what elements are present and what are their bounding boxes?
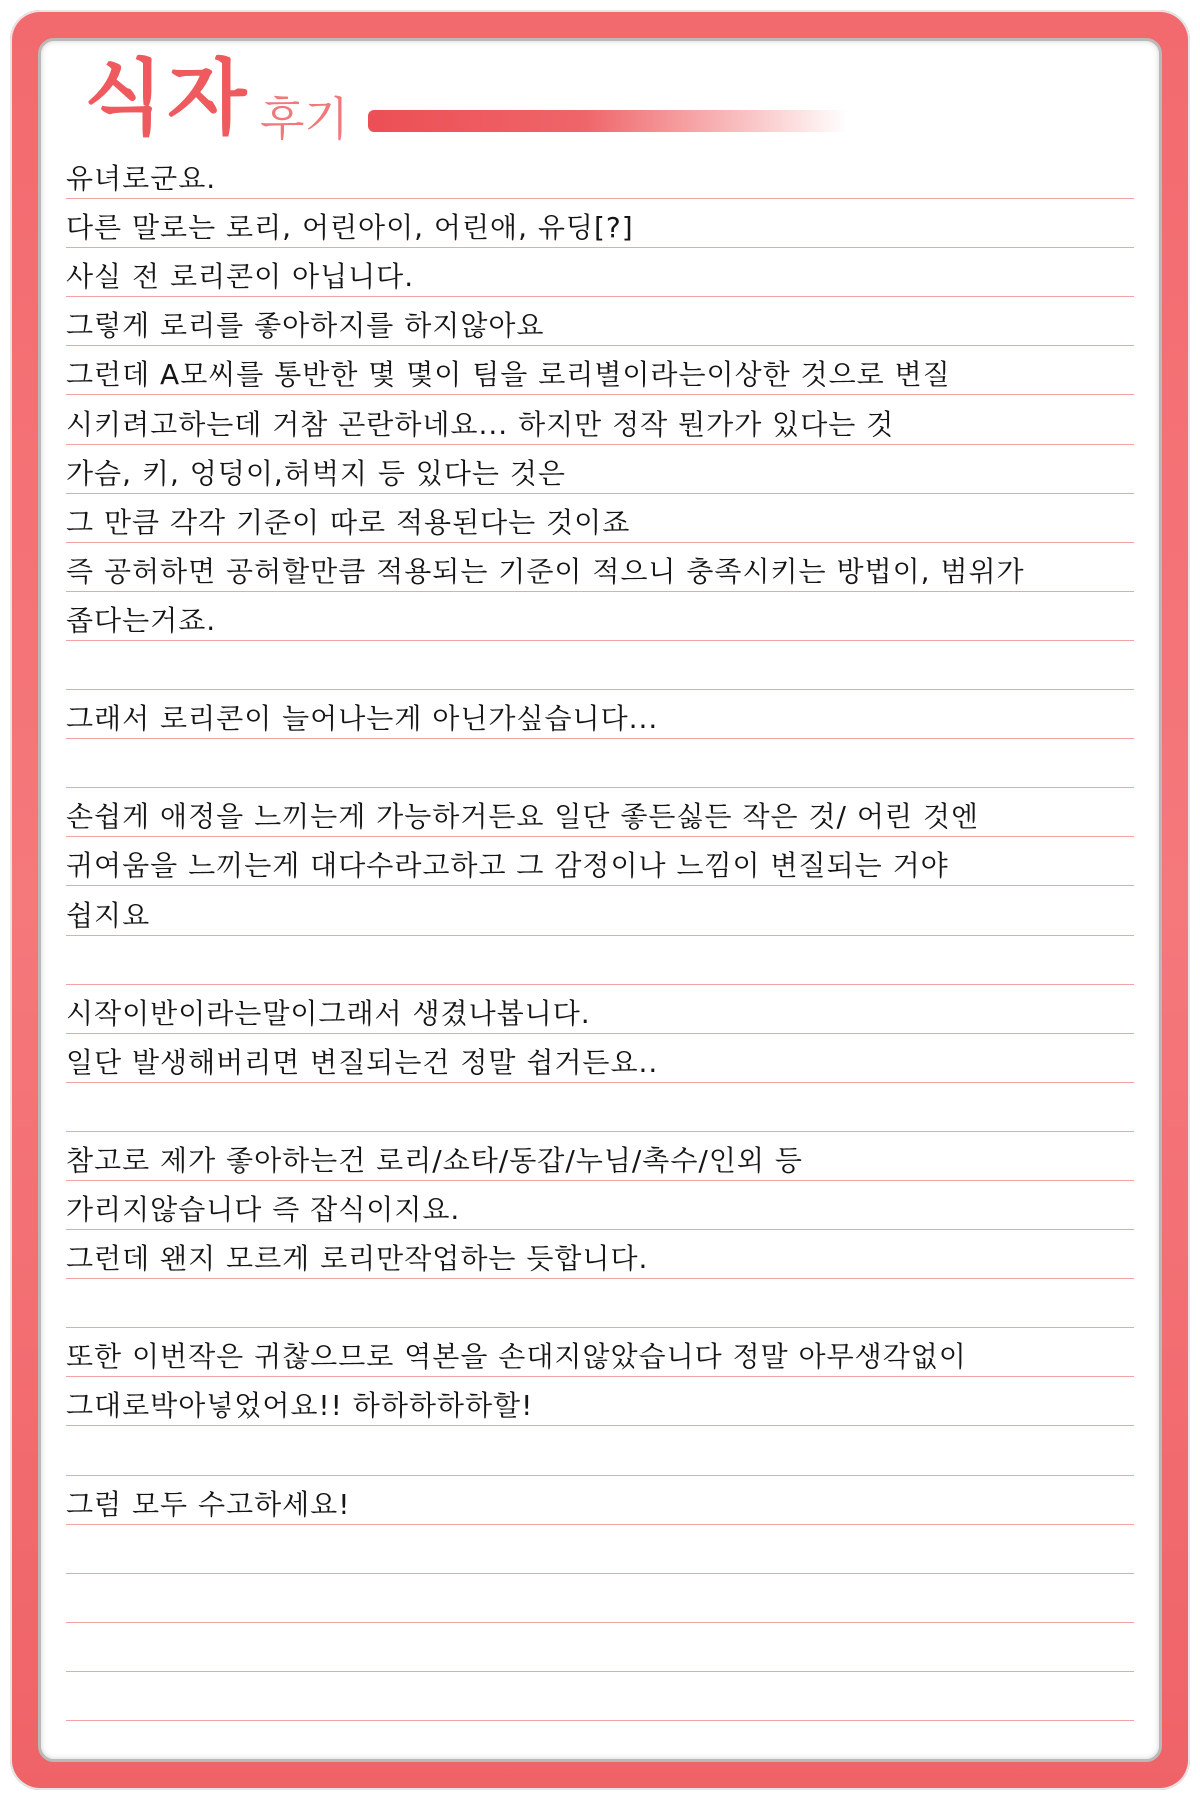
line-text: 그런데 왠지 모르게 로리만작업하는 듯합니다. xyxy=(66,1242,649,1276)
line-text: 그 만큼 각각 기준이 따로 적용된다는 것이죠 xyxy=(66,505,631,539)
text-line xyxy=(66,199,1134,248)
text-line xyxy=(66,739,1134,788)
text-line xyxy=(66,297,1134,346)
line-text: 그럼 모두 수고하세요! xyxy=(66,1487,351,1521)
text-line xyxy=(66,395,1134,444)
line-text: 사실 전 로리콘이 아닙니다. xyxy=(66,260,415,294)
text-line xyxy=(66,788,1134,837)
line-text: 다른 말로는 로리, 어린아이, 어린애, 유딩[?] xyxy=(66,211,634,245)
text-line xyxy=(66,690,1134,739)
text-line xyxy=(66,1377,1134,1426)
text-line xyxy=(66,592,1134,641)
text-line xyxy=(66,1181,1134,1230)
line-text: 가리지않습니다 즉 잡식이지요. xyxy=(66,1193,461,1227)
text-line xyxy=(66,1279,1134,1328)
text-line xyxy=(66,936,1134,985)
line-text: 그래서 로리콘이 늘어나는게 아닌가싶습니다... xyxy=(66,702,659,736)
text-line xyxy=(66,1034,1134,1083)
text-line xyxy=(66,248,1134,297)
ruled-text-area xyxy=(66,150,1134,1721)
text-line xyxy=(66,837,1134,886)
line-text: 가슴, 키, 엉덩이,허벅지 등 있다는 것은 xyxy=(66,456,566,490)
page-subtitle: 후기 xyxy=(260,92,349,146)
line-text: 손쉽게 애정을 느끼는게 가능하거든요 일단 좋든싫든 작은 것/ 어린 것엔 xyxy=(66,800,979,834)
line-text: 그대로박아넣었어요!! 하하하하하할! xyxy=(66,1389,534,1423)
text-line xyxy=(66,1574,1134,1623)
text-line xyxy=(66,1623,1134,1672)
text-line xyxy=(66,641,1134,690)
text-line xyxy=(66,1672,1134,1721)
text-line xyxy=(66,1525,1134,1574)
text-line xyxy=(66,1328,1134,1377)
line-text: 일단 발생해버리면 변질되는건 정말 쉽거든요.. xyxy=(66,1045,659,1079)
text-line xyxy=(66,886,1134,935)
line-text: 유녀로군요. xyxy=(66,162,217,196)
line-text: 그런데 A모씨를 통반한 몇 몇이 팀을 로리별이라는이상한 것으로 변질 xyxy=(66,358,951,392)
text-line xyxy=(66,494,1134,543)
line-text: 시키려고하는데 거참 곤란하네요... 하지만 정작 뭔가가 있다는 것 xyxy=(66,407,895,441)
text-line xyxy=(66,1426,1134,1475)
line-text: 쉽지요 xyxy=(66,898,151,932)
text-line xyxy=(66,985,1134,1034)
text-line xyxy=(66,1132,1134,1181)
line-text: 그렇게 로리를 좋아하지를 하지않아요 xyxy=(66,309,545,343)
line-text: 즉 공허하면 공허할만큼 적용되는 기준이 적으니 충족시키는 방법이, 범위가 xyxy=(66,554,1025,588)
text-line xyxy=(66,445,1134,494)
title-decoration-bar xyxy=(368,110,848,132)
line-text: 참고로 제가 좋아하는건 로리/쇼타/동갑/누님/촉수/인외 등 xyxy=(66,1143,803,1177)
text-line xyxy=(66,346,1134,395)
text-line xyxy=(66,1083,1134,1132)
line-text: 또한 이번작은 귀찮으므로 역본을 손대지않았습니다 정말 아무생각없이 xyxy=(66,1340,967,1374)
text-line xyxy=(66,1476,1134,1525)
header xyxy=(44,30,944,150)
line-text: 좁다는거죠. xyxy=(66,603,217,637)
text-line xyxy=(66,150,1134,199)
line-text: 귀여움을 느끼는게 대다수라고하고 그 감정이나 느낌이 변질되는 거야 xyxy=(66,849,949,883)
line-text: 시작이반이라는말이그래서 생겼나봅니다. xyxy=(66,996,591,1030)
text-line xyxy=(66,1230,1134,1279)
text-line xyxy=(66,543,1134,592)
page-title: 식자 xyxy=(84,51,251,146)
